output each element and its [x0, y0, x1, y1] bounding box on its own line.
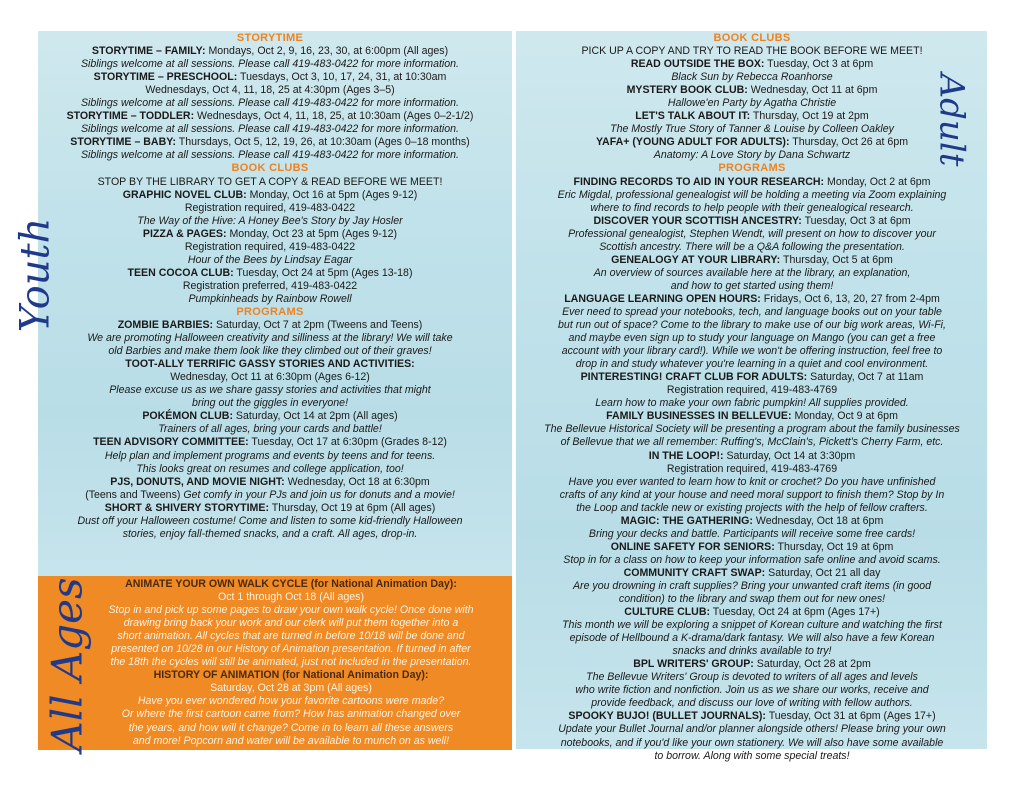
event-title: TEEN COCOA CLUB:: [127, 266, 234, 279]
event-description: Stop in for a class on how to keep your information safe online and avoid scams.: [563, 553, 941, 566]
event-details: Thursday, Oct 26 at 6pm: [789, 136, 909, 149]
event-line: [522, 658, 982, 671]
youth-programs-heading: PROGRAMS: [236, 305, 304, 318]
event-line: [50, 241, 490, 254]
event-description: Trainers of all ages, bring your cards and battle!: [158, 423, 382, 436]
event-line: [522, 697, 982, 710]
event-description: The Mostly True Story of Tanner & Louise by Colleen Oakley: [610, 123, 894, 136]
event-line: [50, 332, 490, 345]
event-title: PINTERESTING! CRAFT CLUB FOR ADULTS:: [580, 371, 808, 384]
event-details: Saturday, Oct 14 at 2pm (All ages): [232, 410, 398, 423]
event-line: [75, 708, 507, 721]
event-line: [522, 541, 982, 554]
event-line: [522, 345, 982, 358]
event-line: [522, 293, 982, 306]
event-description: provide feedback, and discuss our love of writing with fellow authors.: [591, 697, 913, 710]
event-description: bring out the giggles in everyone!: [191, 397, 349, 410]
event-description: Siblings welcome at all sessions. Please call 419-483-0422 for more information.: [80, 123, 460, 136]
event-description: crafts of any kind at your house and need moral support to finish them? Stop by In: [559, 488, 945, 501]
event-details: Wednesdays, Oct 4, 11, 18, 25, at 10:30am (Ages 0–2-1/2): [194, 110, 474, 123]
event-description: Please excuse us as we share gassy stories and activities that might: [109, 384, 431, 397]
event-line: [522, 358, 982, 371]
event-description: Pumpkinheads by Rainbow Rowell: [188, 292, 352, 305]
event-line: [50, 228, 490, 241]
event-details: Tuesday, Oct 24 at 5pm (Ages 13-18): [233, 266, 413, 279]
event-title: HISTORY OF ANIMATION (for National Animation Day):: [153, 669, 429, 682]
event-description: the 18th the cycles will still be animated, just not included in the presentation.: [110, 656, 472, 669]
event-details: Wednesday, Oct 11 at 6pm: [747, 84, 878, 97]
event-line: [50, 293, 490, 306]
event-description: snacks and drinks available to try!: [672, 645, 832, 658]
event-line: [50, 267, 490, 280]
event-line: [522, 632, 982, 645]
adult-column: [522, 32, 982, 763]
event-line: [50, 450, 490, 463]
event-details: Tuesday, Oct 31 at 6pm (Ages 17+): [765, 710, 936, 723]
event-line: [522, 189, 982, 202]
event-line: [75, 578, 507, 591]
event-description: where to find records to help people with their genealogical research.: [590, 201, 914, 214]
event-details: Wednesday, Oct 18 at 6pm: [752, 514, 884, 527]
event-description: Anatomy: A Love Story by Dana Schwartz: [653, 149, 851, 162]
event-details: Thursday, Oct 19 at 6pm (All ages): [268, 501, 436, 514]
event-description: to borrow. Along with some special treats!: [654, 749, 850, 762]
event-line: [522, 267, 982, 280]
adult-section-label: Adult: [931, 73, 972, 167]
all-ages-column: [75, 578, 507, 748]
event-description: old Barbies and make them look like they climbed out of their graves!: [108, 345, 432, 358]
event-title: COMMUNITY CRAFT SWAP:: [623, 566, 766, 579]
event-description: episode of Hellbound a K-drama/dark fantasy. We will also have a few Korean: [569, 632, 935, 645]
event-title: PIZZA & PAGES:: [142, 227, 227, 240]
event-title: ONLINE SAFETY FOR SENIORS:: [610, 540, 775, 553]
event-line: [50, 436, 490, 449]
event-title: BPL WRITERS' GROUP:: [633, 658, 754, 671]
youth-programs-list: [50, 319, 490, 541]
event-line: [50, 397, 490, 410]
event-details: Wednesday, Oct 18 at 6:30pm: [284, 475, 430, 488]
event-details: Tuesdays, Oct 3, 10, 17, 24, 31, at 10:30am: [237, 71, 447, 84]
event-description: drawing bring back your work and our clerk will put them together into a: [123, 617, 459, 630]
event-title: FINDING RECORDS TO AID IN YOUR RESEARCH:: [573, 175, 825, 188]
event-title: LANGUAGE LEARNING OPEN HOURS:: [564, 292, 761, 305]
event-title: ZOMBIE BARBIES:: [117, 319, 214, 332]
event-line: [50, 202, 490, 215]
event-line: [522, 319, 982, 332]
event-line: [50, 345, 490, 358]
event-line: [522, 410, 982, 423]
event-line: [522, 423, 982, 436]
event-line: [50, 136, 490, 149]
event-description: Update your Bullet Journal and/or planner alongside others! Please bring your own: [558, 723, 946, 736]
event-title: LET'S TALK ABOUT IT:: [635, 110, 751, 123]
event-details: Monday, Oct 2 at 6pm: [824, 175, 931, 188]
event-details: Thursdays, Oct 5, 12, 19, 26, at 10:30am (Ages 0–18 months): [176, 136, 470, 149]
event-description: condition) to the library and swap them out for new ones!: [618, 593, 886, 606]
event-line: [50, 58, 490, 71]
event-description: Get comfy in your PJs and join us for donuts and a movie!: [183, 488, 455, 501]
event-details: Tuesday, Oct 3 at 6pm: [801, 214, 911, 227]
event-line: [522, 463, 982, 476]
event-details: Mondays, Oct 2, 9, 16, 23, 30, at 6:00pm (All ages): [205, 45, 449, 58]
event-title: IN THE LOOP!:: [648, 449, 724, 462]
event-description: who write fiction and nonfiction. Join us as we share our works, receive and: [575, 684, 929, 697]
event-line: [75, 669, 507, 682]
event-line: [75, 617, 507, 630]
event-description: Stop in and pick up some pages to draw your own walk cycle! Once done with: [108, 604, 474, 617]
event-line: [50, 358, 490, 371]
event-description: Hallowe'en Party by Agatha Christie: [667, 97, 837, 110]
event-description: Bring your decks and battle. Participants will receive some free cards!: [588, 527, 916, 540]
adult-programs-heading: PROGRAMS: [718, 162, 786, 175]
storytime-heading: STORYTIME: [236, 32, 304, 44]
event-line: [75, 656, 507, 669]
event-line: [522, 306, 982, 319]
event-details: Monday, Oct 16 at 5pm (Ages 9-12): [246, 188, 418, 201]
event-line: [522, 71, 982, 84]
event-details: Thursday, Oct 5 at 6pm: [780, 253, 893, 266]
event-line: [522, 241, 982, 254]
event-line: [522, 645, 982, 658]
event-line: [522, 502, 982, 515]
event-description: stories, enjoy fall-themed snacks, and a craft. All ages, drop-in.: [122, 527, 418, 540]
event-line: [75, 591, 507, 604]
event-description: Eric Migdal, professional genealogist will be holding a meeting via Zoom explaining: [557, 188, 947, 201]
event-details: Thursday, Oct 19 at 6pm: [774, 540, 894, 553]
event-line: [522, 228, 982, 241]
event-details: Monday, Oct 9 at 6pm: [791, 410, 898, 423]
event-line: [522, 737, 982, 750]
event-details: Saturday, Oct 7 at 11am: [807, 371, 924, 384]
event-line: [50, 45, 490, 58]
event-line: [75, 643, 507, 656]
event-line: [50, 319, 490, 332]
event-line: [522, 136, 982, 149]
event-details: Saturday, Oct 14 at 3:30pm: [723, 449, 856, 462]
event-title: ANIMATE YOUR OWN WALK CYCLE (for National Animation Day):: [125, 578, 457, 590]
event-details: Thursday, Oct 19 at 2pm: [750, 110, 869, 123]
event-description: and more! Popcorn and water will be available to munch on as well!: [132, 734, 450, 747]
event-details: Tuesday, Oct 24 at 6pm (Ages 17+): [710, 606, 880, 619]
event-line: [50, 410, 490, 423]
event-line: [522, 580, 982, 593]
youth-book-clubs-list: [50, 176, 490, 306]
event-details: Oct 1 through Oct 18 (All ages): [217, 591, 365, 604]
event-line: [522, 710, 982, 723]
event-description: Siblings welcome at all sessions. Please call 419-483-0422 for more information.: [80, 149, 460, 162]
event-line: [522, 176, 982, 189]
event-description: Help plan and implement programs and events by teens and for teens.: [104, 449, 436, 462]
event-title: MAGIC: THE GATHERING:: [620, 514, 753, 527]
event-title: YAFA+ (YOUNG ADULT FOR ADULTS):: [595, 136, 790, 149]
event-details: Saturday, Oct 28 at 3pm (All ages): [210, 682, 372, 695]
event-line: [522, 723, 982, 736]
event-line: [50, 502, 490, 515]
event-line: [50, 84, 490, 97]
event-line: [50, 97, 490, 110]
event-description: drop in and study whatever you're learning in a quiet and cool environment.: [575, 358, 929, 371]
event-title: FAMILY BUSINESSES IN BELLEVUE:: [606, 410, 792, 423]
youth-book-clubs-heading: BOOK CLUBS: [231, 162, 309, 175]
event-description: and maybe even sign up to study your language on Mango (you can get a free: [568, 332, 936, 345]
event-details: (Teens and Tweens): [85, 488, 184, 501]
event-line: [522, 215, 982, 228]
event-details: Monday, Oct 23 at 5pm (Ages 9-12): [226, 227, 398, 240]
youth-column: [50, 32, 490, 541]
event-description: The Bellevue Historical Society will be presenting a program about the family businesses: [544, 423, 960, 436]
event-line: [522, 528, 982, 541]
event-title: TEEN ADVISORY COMMITTEE:: [93, 436, 249, 449]
youth-section-label: Youth: [12, 217, 59, 333]
event-description: but run out of space? Come to the library to make use of our big work areas, Wi-Fi,: [558, 319, 946, 332]
event-line: [50, 463, 490, 476]
event-line: [522, 476, 982, 489]
event-line: [75, 722, 507, 735]
event-details: Saturday, Oct 28 at 2pm: [753, 658, 871, 671]
event-title: PJS, DONUTS, AND MOVIE NIGHT:: [110, 475, 285, 488]
event-line: [75, 695, 507, 708]
event-title: STORYTIME – PRESCHOOL:: [93, 71, 238, 84]
event-description: Are you drowning in craft supplies? Bring your unwanted craft items (in good: [572, 579, 932, 592]
event-line: [50, 476, 490, 489]
event-description: and how to get started using them!: [670, 279, 834, 292]
event-line: [50, 189, 490, 202]
event-description: Hour of the Bees by Lindsay Eagar: [187, 253, 353, 266]
event-line: [522, 450, 982, 463]
event-description: account with your library card!). While we won't be offering instruction, feel free to: [561, 345, 943, 358]
event-line: [50, 254, 490, 267]
event-details: PICK UP A COPY AND TRY TO READ THE BOOK BEFORE WE MEET!: [581, 45, 923, 58]
event-line: [522, 45, 982, 58]
event-description: Have you ever wondered how your favorite cartoons were made?: [137, 695, 445, 708]
event-line: [50, 489, 490, 502]
event-description: Black Sun by Rebecca Roanhorse: [671, 71, 833, 84]
event-details: Registration required, 419-483-4769: [666, 462, 838, 475]
event-details: Saturday, Oct 21 all day: [765, 566, 881, 579]
storytime-list: [50, 45, 490, 162]
event-description: Siblings welcome at all sessions. Please call 419-483-0422 for more information.: [80, 58, 460, 71]
event-title: SPOOKY BUJO! (BULLET JOURNALS):: [568, 710, 766, 723]
event-line: [522, 554, 982, 567]
event-description: Scottish ancestry. There will be a Q&A following the presentation.: [599, 240, 905, 253]
event-description: short animation. All cycles that are turned in before 10/18 will be done and: [117, 630, 465, 643]
all-ages-section-label: All Ages: [42, 577, 92, 752]
event-description: Dust off your Halloween costume! Come and listen to some kid-friendly Halloween: [77, 514, 463, 527]
event-description: Learn how to make your own fabric pumpkin! All supplies provided.: [595, 397, 909, 410]
event-description: This month we will be exploring a snippet of Korean culture and watching the first: [562, 619, 942, 632]
event-line: [50, 528, 490, 541]
event-title: CULTURE CLUB:: [624, 606, 711, 619]
event-details: Registration required, 419-483-0422: [184, 240, 356, 253]
event-description: of Bellevue that we all remember: Ruffing's, McClain's, Pickett's Cherry Farm, etc.: [560, 436, 944, 449]
adult-book-clubs-list: [522, 45, 982, 162]
event-line: [50, 371, 490, 384]
event-title: SHORT & SHIVERY STORYTIME:: [104, 501, 269, 514]
event-description: the Loop and tackle new or existing projects with the help of fellow crafters.: [576, 501, 928, 514]
event-line: [522, 619, 982, 632]
event-line: [522, 384, 982, 397]
event-description: An overview of sources available here at the library, an explanation,: [593, 266, 911, 279]
event-details: Wednesday, Oct 11 at 6:30pm (Ages 6-12): [170, 371, 370, 384]
event-line: [522, 149, 982, 162]
event-line: [522, 58, 982, 71]
adult-programs-list: [522, 176, 982, 763]
event-line: [50, 280, 490, 293]
event-line: [522, 97, 982, 110]
event-line: [50, 515, 490, 528]
event-line: [522, 254, 982, 267]
event-line: [522, 123, 982, 136]
event-line: [522, 515, 982, 528]
event-title: MYSTERY BOOK CLUB:: [626, 84, 748, 97]
event-line: [50, 176, 490, 189]
event-line: [50, 71, 490, 84]
event-title: STORYTIME – FAMILY:: [91, 45, 206, 58]
event-line: [50, 215, 490, 228]
event-title: READ OUTSIDE THE BOX:: [630, 58, 765, 71]
event-description: Professional genealogist, Stephen Wendt, will present on how to discover your: [568, 227, 936, 240]
event-description: The Way of the Hive: A Honey Bee's Story by Jay Hosler: [137, 214, 403, 227]
event-line: [522, 489, 982, 502]
event-line: [522, 567, 982, 580]
event-line: [522, 280, 982, 293]
event-line: [522, 671, 982, 684]
event-line: [75, 630, 507, 643]
event-line: [522, 397, 982, 410]
event-description: This looks great on resumes and college application, too!: [136, 462, 404, 475]
adult-book-clubs-heading: BOOK CLUBS: [713, 32, 791, 44]
event-line: [75, 682, 507, 695]
event-line: [522, 593, 982, 606]
event-details: Fridays, Oct 6, 13, 20, 27 from 2-4pm: [760, 292, 940, 305]
event-description: the years, and how will it change? Come in to learn all these answers: [128, 721, 454, 734]
event-description: notebooks, and if you'd like your own stationery. We will also have some available: [560, 736, 944, 749]
event-details: Wednesdays, Oct 4, 11, 18, 25 at 4:30pm (Ages 3–5): [145, 84, 395, 97]
event-line: [75, 735, 507, 748]
event-line: [522, 684, 982, 697]
event-description: The Bellevue Writers' Group is devoted to writers of all ages and levels: [586, 671, 918, 684]
event-description: We are promoting Halloween creativity and silliness at the library! We will take: [87, 332, 453, 345]
event-line: [522, 202, 982, 215]
event-line: [522, 110, 982, 123]
all-ages-list: [75, 578, 507, 748]
event-line: [522, 332, 982, 345]
event-details: STOP BY THE LIBRARY TO GET A COPY & READ BEFORE WE MEET!: [97, 175, 443, 188]
event-title: DISCOVER YOUR SCOTTISH ANCESTRY:: [593, 214, 802, 227]
event-description: Ever need to spread your notebooks, tech, and language books out on your table: [562, 305, 942, 318]
event-title: GENEALOGY AT YOUR LIBRARY:: [611, 253, 781, 266]
event-title: GRAPHIC NOVEL CLUB:: [122, 188, 247, 201]
event-line: [522, 750, 982, 763]
event-details: Registration required, 419-483-0422: [184, 201, 356, 214]
event-title: POKÉMON CLUB:: [142, 410, 233, 423]
event-title: STORYTIME – BABY:: [70, 136, 177, 149]
event-title: STORYTIME – TODDLER:: [66, 110, 195, 123]
event-title: TOOT-ALLY TERRIFIC GASSY STORIES AND ACTIVITIES:: [125, 358, 415, 371]
event-details: Tuesday, Oct 3 at 6pm: [764, 58, 874, 71]
event-line: [50, 423, 490, 436]
event-details: Saturday, Oct 7 at 2pm (Tweens and Teens): [213, 319, 423, 332]
event-description: Siblings welcome at all sessions. Please call 419-483-0422 for more information.: [80, 97, 460, 110]
event-line: [50, 110, 490, 123]
event-line: [522, 436, 982, 449]
event-details: Registration preferred, 419-483-0422: [182, 279, 358, 292]
event-line: [522, 84, 982, 97]
event-description: presented on 10/28 in our History of Animation presentation. If turned in after: [111, 643, 471, 656]
event-description: Or where the first cartoon came from? How has animation changed over: [121, 708, 461, 721]
event-line: [50, 123, 490, 136]
event-details: Tuesday, Oct 17 at 6:30pm (Grades 8-12): [248, 436, 447, 449]
event-description: Have you ever wanted to learn how to knit or crochet? Do you have unfinished: [568, 475, 936, 488]
event-line: [522, 371, 982, 384]
event-line: [50, 384, 490, 397]
event-line: [75, 604, 507, 617]
event-details: Registration required, 419-483-4769: [666, 384, 838, 397]
event-line: [522, 606, 982, 619]
event-line: [50, 149, 490, 162]
